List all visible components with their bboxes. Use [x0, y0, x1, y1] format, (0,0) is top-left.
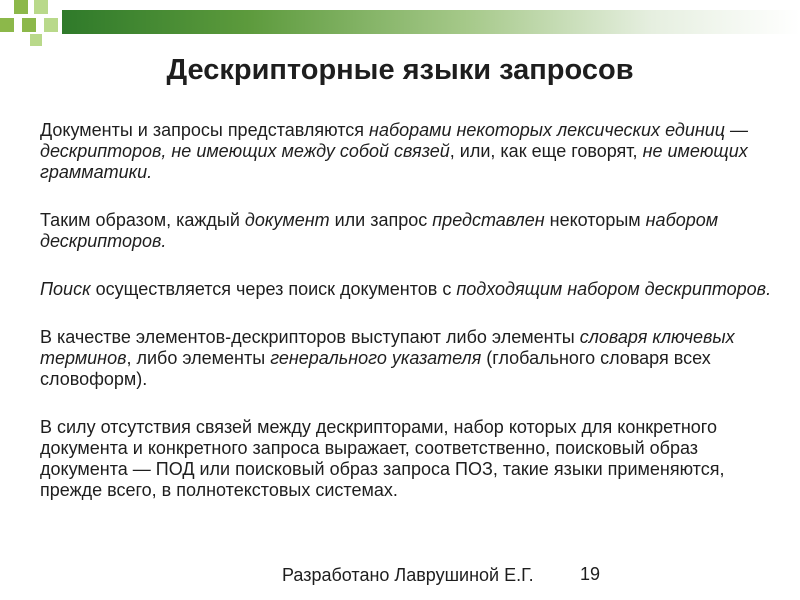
- text-run: В качестве элементов-дескрипторов выступают либо элементы: [40, 327, 580, 347]
- decor-square: [30, 34, 42, 46]
- italic-text: Поиск: [40, 279, 91, 299]
- decor-square: [14, 0, 28, 14]
- header-gradient-bar: [62, 10, 800, 34]
- slide-body: [40, 120, 788, 528]
- body-paragraph: [40, 417, 788, 501]
- body-paragraph: [40, 210, 788, 252]
- italic-text: документ: [244, 210, 330, 230]
- text-run: Документы и запросы представляются: [40, 120, 370, 140]
- text-run: Таким образом, каждый: [40, 210, 245, 230]
- text-run: В силу отсутствия связей между дескрипторами, набор которых для конкретного документа и конкретного запроса выражает, соответственно, поисковый образ документа — ПОД или поисковый образ запроса ПОЗ, такие языки применяются, прежде всего, в полнотекстовых системах.: [40, 417, 725, 500]
- text-run: осуществляется через поиск документов с: [90, 279, 457, 299]
- text-run: , или, как еще говорят,: [449, 141, 643, 161]
- italic-text: словаря ключевых терминов: [40, 327, 735, 368]
- decor-square: [44, 18, 58, 32]
- italic-text: набором дескрипторов.: [40, 210, 719, 251]
- text-run: , либо элементы: [126, 348, 271, 368]
- body-paragraph: [40, 120, 788, 183]
- slide-title: Дескрипторные языки запросов: [166, 54, 634, 86]
- italic-text: генерального указателя: [270, 348, 482, 368]
- italic-text: не имеющих грамматики.: [40, 141, 748, 182]
- decor-square: [22, 18, 36, 32]
- decor-square: [0, 18, 14, 32]
- text-run: некоторым: [544, 210, 646, 230]
- italic-text: наборами некоторых лексических единиц — дескрипторов, не имеющих между собой связей: [40, 120, 749, 161]
- italic-text: представлен: [432, 210, 545, 230]
- footer-author: Разработано Лаврушиной Е.Г.: [282, 565, 534, 585]
- body-paragraph: [40, 279, 788, 300]
- page-number: 19: [580, 564, 601, 584]
- text-run: или запрос: [329, 210, 433, 230]
- body-paragraph: [40, 327, 788, 390]
- text-run: (глобального словаря всех словоформ).: [40, 348, 711, 389]
- italic-text: подходящим набором дескрипторов.: [456, 279, 772, 299]
- decor-square: [34, 0, 48, 14]
